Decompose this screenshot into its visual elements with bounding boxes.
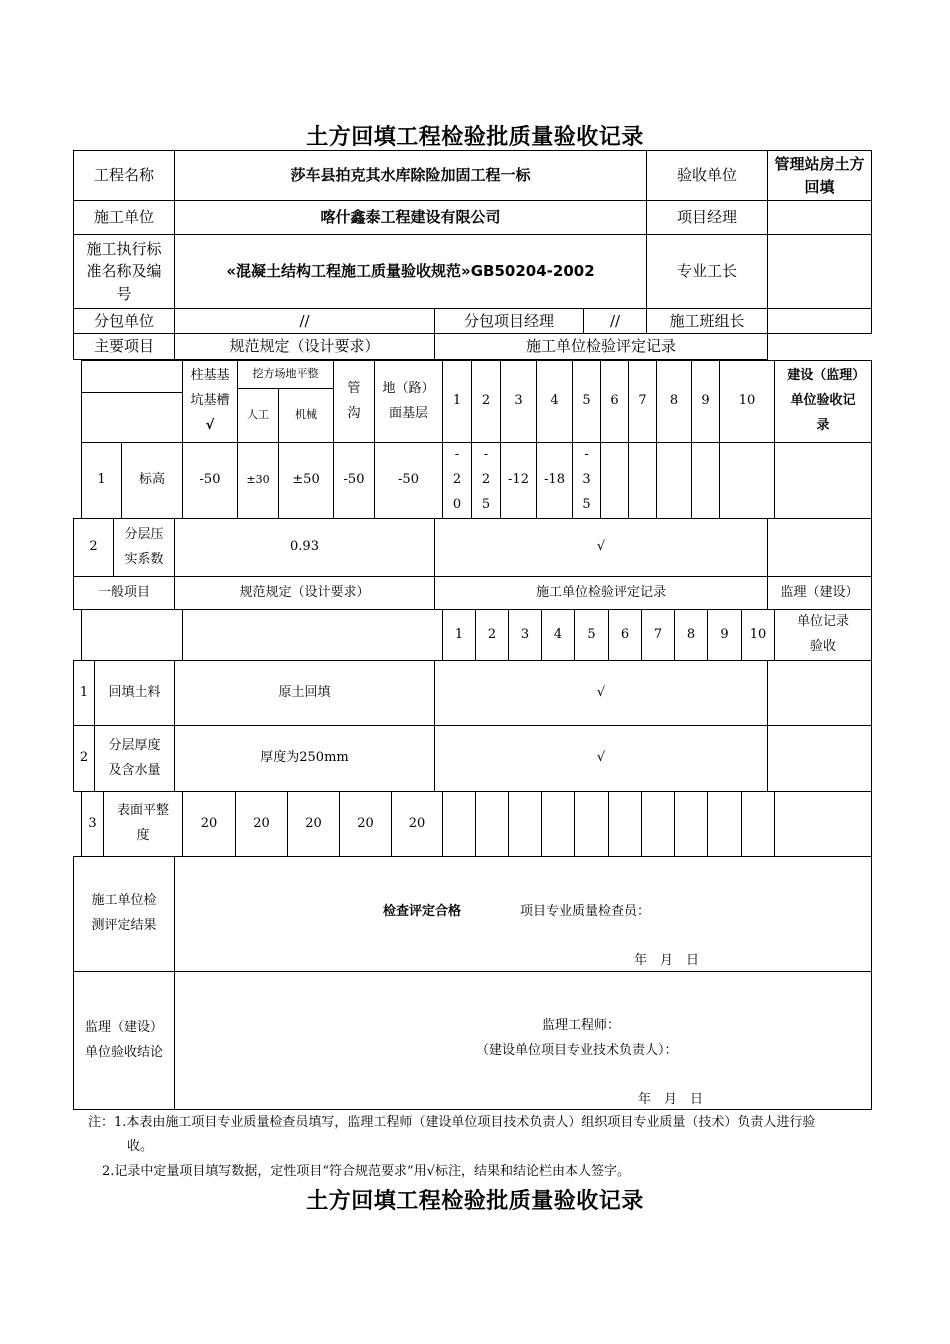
check-icon: √ xyxy=(205,417,215,433)
page-title-repeat: 土方回填工程检验批质量验收记录 xyxy=(306,1189,644,1214)
col-pit-header xyxy=(182,360,238,443)
spec-value: 原土回填 xyxy=(174,660,435,726)
record-value: √ xyxy=(434,660,768,726)
record-value-cell xyxy=(691,442,720,519)
supervisor-conclusion-label: 监理（建设）单位验收结论 xyxy=(73,971,175,1110)
record-number: 2 xyxy=(475,609,509,661)
subcontractor-label: 分包单位 xyxy=(73,308,175,334)
supervision-acceptance-header: 建设（监理）单位验收记录 xyxy=(774,360,872,443)
record-value-cell xyxy=(608,791,642,857)
foreman-label: 专业工长 xyxy=(646,234,768,309)
record-number: 3 xyxy=(500,360,537,443)
owner-tech-lead-label: （建设单位项目专业技术负责人）： xyxy=(476,1043,678,1058)
general-items-label: 一般项目 xyxy=(73,576,175,610)
row-name: 表面平整度 xyxy=(103,791,183,857)
col-machine-header: 机械 xyxy=(278,388,334,443)
record-value-part: 5 xyxy=(582,496,591,512)
record-value-cell xyxy=(471,442,501,519)
contractor-result-text: 检查评定合格 xyxy=(383,904,462,919)
contractor-result-label: 施工单位检测评定结果 xyxy=(73,856,175,972)
project-manager-label: 项目经理 xyxy=(646,200,768,235)
record-number: 3 xyxy=(508,609,542,661)
record-value-cell xyxy=(641,791,675,857)
acceptance-unit-label: 验收单位 xyxy=(646,150,768,201)
record-number: 6 xyxy=(600,360,629,443)
measured-value: 20 xyxy=(287,791,340,857)
record-value-cell xyxy=(741,791,775,857)
supervision-value-cell xyxy=(767,660,872,726)
spec-value: 0.93 xyxy=(174,518,435,577)
record-number: 8 xyxy=(674,609,708,661)
record-value: √ xyxy=(434,518,768,577)
record-value-part: 5 xyxy=(481,496,491,512)
record-number: 1 xyxy=(442,609,476,661)
record-value-cell: -18 xyxy=(536,442,573,519)
record-value-cell: -12 xyxy=(500,442,537,519)
record-number: 10 xyxy=(719,360,775,443)
note-1-continued: 收。 xyxy=(127,1139,154,1154)
measured-value: 20 xyxy=(339,791,392,857)
standard-label: 施工执行标准名称及编号 xyxy=(73,234,175,309)
spec-value: ±30 xyxy=(237,442,279,519)
record-number: 9 xyxy=(691,360,720,443)
row-number: 1 xyxy=(81,442,122,519)
note-1: 注：1.本表由施工项目专业质量检查员填写，监理工程师（建设单位项目技术负责人）组织项目专业质量（技术）负责人进行验 xyxy=(88,1115,816,1130)
contractor-label: 施工单位 xyxy=(73,200,175,235)
blank-cell xyxy=(182,609,443,661)
row-number: 3 xyxy=(81,791,104,857)
supervision-value-cell xyxy=(774,791,872,857)
row-name: 分层厚度及含水量 xyxy=(94,725,175,792)
record-value-cell xyxy=(600,442,629,519)
subcontractor-value: // xyxy=(174,308,435,334)
record-number: 10 xyxy=(741,609,775,661)
sub-pm-label: 分包项目经理 xyxy=(434,308,584,334)
col-grading-header: 挖方场地平整 xyxy=(237,360,334,389)
row-number: 2 xyxy=(73,518,114,577)
col-manual-header: 人工 xyxy=(237,388,279,443)
record-number: 1 xyxy=(442,360,472,443)
main-record-label: 施工单位检验评定记录 xyxy=(434,333,768,360)
contractor-value: 喀什鑫泰工程建设有限公司 xyxy=(174,200,647,235)
record-number: 5 xyxy=(574,609,609,661)
supervision-value-cell xyxy=(767,725,872,792)
inspector-signature-label: 项目专业质量检查员： xyxy=(520,904,651,919)
spec-value: -50 xyxy=(182,442,238,519)
record-value-part: 2 xyxy=(452,472,462,488)
record-value-cell xyxy=(656,442,692,519)
foreman-value xyxy=(767,234,872,309)
general-spec-label: 规范规定（设计要求） xyxy=(174,576,435,610)
general-record-label: 施工单位检验评定记录 xyxy=(434,576,768,610)
main-items-label: 主要项目 xyxy=(73,333,175,360)
supervision-value-cell xyxy=(767,518,872,577)
record-number: 4 xyxy=(536,360,573,443)
spec-value: -50 xyxy=(333,442,375,519)
blank-cell xyxy=(81,392,183,443)
contractor-date-label: 年 月 日 xyxy=(634,953,700,968)
record-number: 4 xyxy=(541,609,575,661)
team-leader-label: 施工班组长 xyxy=(646,308,768,334)
record-value-part: 0 xyxy=(452,496,462,512)
record-value-cell xyxy=(674,791,708,857)
project-name-label: 工程名称 xyxy=(73,150,175,201)
general-supervision-sub-label: 单位记录验收 xyxy=(774,609,872,661)
record-value-cell xyxy=(508,791,542,857)
spec-value: 厚度为250mm xyxy=(174,725,435,792)
record-value-cell xyxy=(628,442,657,519)
record-value-cell xyxy=(541,791,575,857)
row-number: 2 xyxy=(73,725,95,792)
record-value-part: - xyxy=(584,447,589,463)
record-value-part: 3 xyxy=(582,472,591,488)
record-number: 2 xyxy=(471,360,501,443)
supervision-value-cell xyxy=(774,442,872,519)
row-name: 回填土料 xyxy=(94,660,175,726)
measured-value: 20 xyxy=(235,791,288,857)
main-spec-label: 规范规定（设计要求） xyxy=(174,333,435,360)
record-number: 8 xyxy=(656,360,692,443)
row-name: 分层压实系数 xyxy=(113,518,175,577)
row-number: 1 xyxy=(73,660,95,726)
spec-value: -50 xyxy=(374,442,443,519)
record-number: 5 xyxy=(572,360,601,443)
standard-value: «混凝土结构工程施工质量验收规范»GB50204-2002 xyxy=(174,234,647,309)
blank-cell xyxy=(81,609,183,661)
record-number: 9 xyxy=(707,609,742,661)
general-supervision-label: 监理（建设） xyxy=(767,576,872,610)
record-value-cell xyxy=(442,791,476,857)
record-value-part: - xyxy=(483,447,489,463)
record-value-cell xyxy=(707,791,742,857)
project-name-value: 莎车县拍克其水库除险加固工程一标 xyxy=(174,150,647,201)
supervisor-date-label: 年 月 日 xyxy=(638,1092,704,1107)
acceptance-unit-value: 管理站房土方回填 xyxy=(767,150,872,201)
record-value-cell xyxy=(475,791,509,857)
col-road-header: 地（路）面基层 xyxy=(374,360,443,443)
record-value: √ xyxy=(434,725,768,792)
measured-value: 20 xyxy=(182,791,236,857)
record-value-cell xyxy=(574,791,609,857)
engineer-signature-label: 监理工程师： xyxy=(542,1018,621,1033)
project-manager-value xyxy=(767,200,872,235)
record-number: 6 xyxy=(608,609,642,661)
note-2: 2.记录中定量项目填写数据，定性项目“符合规范要求”用√标注，结果和结论栏由本人签字。 xyxy=(102,1164,630,1179)
measured-value: 20 xyxy=(391,791,443,857)
record-value-cell xyxy=(719,442,775,519)
row-name: 标高 xyxy=(121,442,183,519)
record-value-cell xyxy=(572,442,601,519)
sub-pm-value: // xyxy=(583,308,647,334)
blank-cell xyxy=(81,360,183,393)
spec-value: ±50 xyxy=(278,442,334,519)
col-ditch-header: 管沟 xyxy=(333,360,375,443)
team-leader-value xyxy=(767,308,872,334)
col-pit-label: 柱基基坑基槽 xyxy=(190,368,230,409)
record-number: 7 xyxy=(641,609,675,661)
page-title: 土方回填工程检验批质量验收记录 xyxy=(306,125,644,150)
record-number: 7 xyxy=(628,360,657,443)
record-value-part: - xyxy=(454,447,460,463)
record-value-cell xyxy=(442,442,472,519)
record-value-part: 2 xyxy=(481,472,491,488)
